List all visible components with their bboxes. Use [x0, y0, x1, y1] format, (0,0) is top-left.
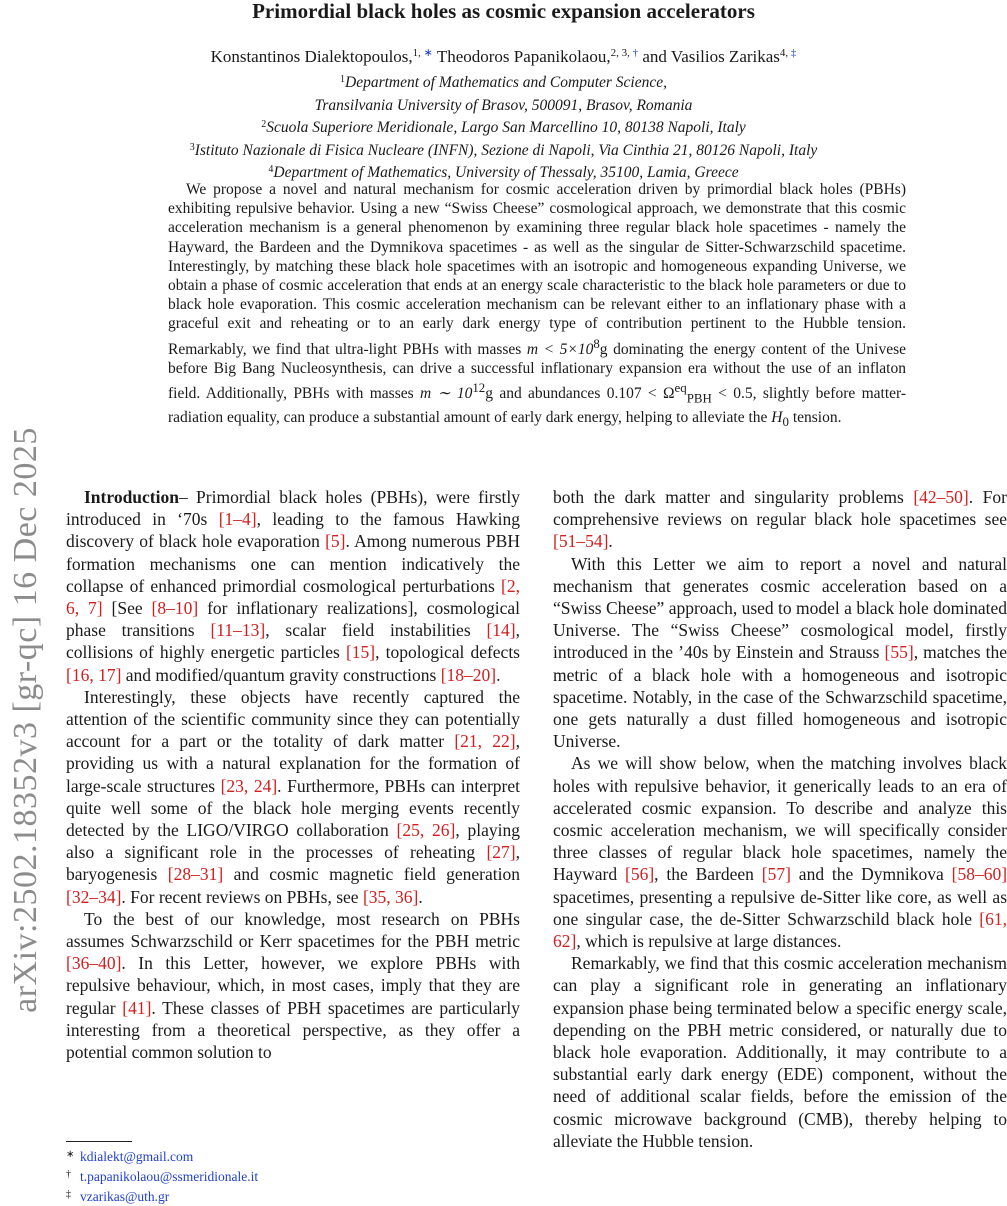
citation-link[interactable]: [58–60]	[951, 864, 1007, 885]
citation-link[interactable]: [25, 26]	[396, 820, 456, 841]
footnote-link[interactable]: †	[632, 47, 639, 59]
section-heading: Introduction	[84, 487, 179, 507]
citation-link[interactable]: [35, 36]	[362, 886, 419, 907]
citation-link[interactable]: [8–10]	[151, 598, 199, 619]
affiliation: Transilvania University of Brasov, 500091, Brasov, Romania	[314, 96, 693, 114]
paragraph: With this Letter we aim to report a novel and natural mechanism that generates cosmic acceleration based on a “Swiss Cheese” approach, used to model a black hole dominated Universe. The “Swiss Cheese” cosmological model, firstly introduced in the ’40s by Einstein and Strauss [55], matches the metric of a black hole with a homogeneous and isotropic spacetime. Notably, in the case of the Schwarzschild spacetime, one gets naturally a dust filled homogeneous and isotropic Universe.	[553, 553, 1007, 752]
affiliation: $^2$Scuola Superiore Meridionale, Largo San Marcellino 10, 80138 Napoli, Italy	[261, 119, 746, 137]
citation-link[interactable]: [32–34]	[66, 886, 122, 907]
paragraph: As we will show below, when the matching involves black holes with repulsive behavior, it generically leads to an era of accelerated cosmic expansion. To describe and analyze this cosmic acceleration mechanism, we will specifically consider three classes of regular black hole spacetimes, namely the Hayward [56], the Bardeen [57] and the Dymnikova [58–60] spacetimes, presenting a repulsive de-Sitter like core, as well as one singular case, the de-Sitter Schwarzschild black hole [61, 62], which is repulsive at large distances.	[553, 753, 1007, 952]
author-list: Konstantinos Dialektopoulos,$^{1, ∗}$ Theodoros Papanikolaou,$^{2, 3, \dagger}$ and Vasilios Zarikas$^{4, \ddagger}$	[210, 47, 797, 66]
body-left-column	[66, 486, 520, 1063]
citation-link[interactable]: [61, 62]	[553, 908, 1007, 952]
arxiv-id: arXiv:2502.18352v3 [gr-qc] 16 Dec 2025	[7, 427, 45, 1013]
citation-link[interactable]: [28–31]	[167, 864, 224, 885]
author-name: Konstantinos Dialektopoulos,	[210, 47, 413, 66]
paper-title: Primordial black holes as cosmic expansion accelerators	[252, 0, 755, 23]
paragraph: both the dark matter and singularity problems [42–50]. For comprehensive reviews on regular black hole spacetimes see [51–54].	[553, 487, 1007, 552]
footnote-divider	[66, 1141, 132, 1142]
affiliation: $^1$Department of Mathematics and Computer Science,	[340, 74, 667, 91]
citation-link[interactable]: [23, 24]	[220, 775, 278, 796]
citation-link[interactable]: [41]	[122, 997, 152, 1018]
footnote-link[interactable]: ∗	[423, 47, 433, 59]
citation-link[interactable]: [42–50]	[913, 487, 969, 507]
citation-link[interactable]: [1–4]	[218, 509, 257, 530]
paragraph: Interestingly, these objects have recently captured the attention of the scientific community since they can potentially account for a part or the totality of dark matter [21, 22], providing us with a natural explanation for the formation of large-scale structures [23, 24]. Furthermore, PBHs can interpret quite well some of the black hole merging events recently detected by the LIGO/VIRGO collaboration [25, 26], playing also a significant role in the processes of reheating [27], baryogenesis [28–31] and cosmic magnetic field generation [32–34]. For recent reviews on PBHs, see [35, 36].	[66, 686, 521, 907]
affiliation: $^4$Department of Mathematics, University of Thessaly, 35100, Lamia, Greece	[268, 164, 739, 182]
footnote: ‡ vzarikas@uth.gr	[66, 1189, 170, 1204]
abstract: We propose a novel and natural mechanism for cosmic acceleration driven by primordial black holes (PBHs) exhibiting repulsive behavior. Using a new “Swiss Cheese” cosmological approach, we demonstrate that this cosmic acceleration mechanism is a general phenomenon by examining three regular black hole spacetimes - namely the Hayward, the Bardeen and the Dymnikova spacetimes - as well as the singular de Sitter-Schwarzschild spacetime. Interestingly, by matching these black hole spacetimes with an isotropic and homogeneous expanding Universe, we obtain a phase of cosmic acceleration that ends at an energy scale characteristic to the black hole parameters or due to black hole evaporation. This cosmic acceleration mechanism can be relevant either to an inflationary phase with a graceful exit and reheating or to an early dark energy type of contribution pertinent to the Hubble tension. Remarkably, we find that ultra-light PBHs with masses $m < 5\times 10^8g$ dominating the energy content of the Univese before Big Bang Nucleosynthesis, can drive a successful inflationary expansion era without the use of an inflaton field. Additionally, PBHs with masses m ∼ $10^{12}g$ and abundances $0.107 < \Omega^{eq}_{PBH} < 0.5$, slightly before matter-radiation equality, can produce a substantial amount of early dark energy, helping to alleviate the $H_0$ tension.	[168, 181, 907, 429]
affiliation: $^3$Istituto Nazionale di Fisica Nucleare (INFN), Sezione di Napoli, Via Cinthia 21, 80126 Napoli, Italy	[189, 141, 818, 159]
citation-link[interactable]: [55]	[884, 642, 914, 663]
citation-link[interactable]: [57]	[761, 864, 791, 885]
affiliations	[0, 70, 1007, 183]
paragraph: Remarkably, we find that this cosmic acceleration mechanism can play a significant role in generating an inflationary expansion phase being terminated below a specific energy scale, depending on the PBH metric considered, or naturally due to black hole evaporation. Additionally, it may contribute to a substantial early dark energy (EDE) component, without the need of additional scalar fields, before the emission of the cosmic microwave background (CMB), thereby helping to alleviate the Hubble tension.	[553, 953, 1007, 1151]
citation-link[interactable]: [27]	[486, 842, 516, 863]
citation-link[interactable]: [21, 22]	[454, 731, 516, 752]
author-name: Theodoros Papanikolaou,	[436, 47, 611, 66]
author-name: Vasilios Zarikas	[670, 47, 780, 66]
email-link[interactable]: t.papanikolaou@ssmeridionale.it	[80, 1169, 259, 1184]
footnote-link[interactable]: ‡	[790, 47, 797, 59]
citation-link[interactable]: [36–40]	[66, 953, 122, 974]
footnotes	[66, 1146, 506, 1206]
citation-link[interactable]: [11–13]	[210, 620, 266, 641]
citation-link[interactable]: [15]	[345, 642, 376, 663]
citation-link[interactable]: [16, 17]	[66, 664, 122, 685]
email-link[interactable]: kdialekt@gmail.com	[80, 1149, 194, 1164]
citation-link[interactable]: [2, 6, 7]	[66, 575, 520, 619]
citation-link[interactable]: [56]	[625, 864, 655, 885]
email-link[interactable]: vzarikas@uth.gr	[80, 1189, 170, 1204]
footnote: ∗ kdialekt@gmail.com	[66, 1149, 194, 1164]
paragraph: Introduction– Primordial black holes (PBHs), were firstly introduced in ‘70s [1–4], leading to the famous Hawking discovery of black hole evaporation [5]. Among numerous PBH formation mechanisms one can mention indicatively the collapse of enhanced primordial cosmological perturbations [2, 6, 7] [See [8–10] for inflationary realizations], cosmological phase transitions [11–13], scalar field instabilities [14], collisions of highly energetic particles [15], topological defects [16, 17] and modified/quantum gravity constructions [18–20].	[66, 487, 521, 685]
citation-link[interactable]: [5]	[325, 531, 346, 552]
citation-link[interactable]: [18–20]	[440, 664, 497, 685]
footnote: † t.papanikolaou@ssmeridionale.it	[66, 1169, 259, 1184]
body-right-column	[553, 486, 1007, 1152]
arxiv-stamp	[4, 280, 48, 1160]
citation-link[interactable]: [14]	[486, 620, 516, 641]
citation-link[interactable]: [51–54]	[553, 531, 609, 552]
paragraph: To the best of our knowledge, most research on PBHs assumes Schwarzschild or Kerr spacetimes for the PBH metric [36–40]. In this Letter, however, we explore PBHs with repulsive behaviour, which, in most cases, imply that they are regular [41]. These classes of PBH spacetimes are particularly interesting from a theoretical perspective, as they offer a potential common solution to	[66, 908, 521, 1063]
